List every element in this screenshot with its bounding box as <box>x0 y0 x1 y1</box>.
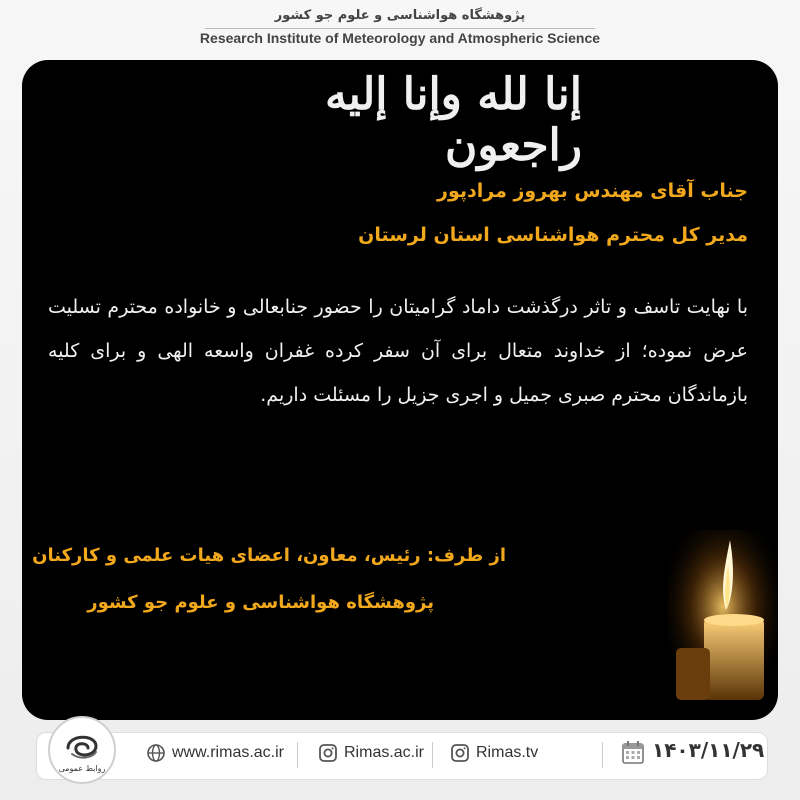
footer-divider <box>297 742 298 768</box>
instagram-text: Rimas.ac.ir <box>344 744 425 761</box>
public-relations-logo <box>48 716 116 784</box>
calligraphy-text: إنا لله وإنا إليه راجعون <box>324 69 582 171</box>
globe-icon <box>146 743 166 763</box>
sender-organization: پژوهشگاه هواشناسی و علوم جو کشور <box>87 592 434 613</box>
condolence-message: با نهایت تاسف و تاثر درگذشت داماد گرامیتان را حضور جنابعالی و خانواده محترم تسلیت عرض نموده؛ از خداوند متعال برای آن سفر کرده غفران واسعه الهی و برای کلیه بازماندگان محترم صبری جمیل و اجری جزیل را مسئلت داریم. <box>48 296 748 406</box>
recipient-title: مدیر کل محترم هواشناسی استان لرستان <box>358 224 748 246</box>
header-divider <box>205 28 595 29</box>
website-link[interactable] <box>146 741 284 765</box>
institute-title-en: Research Institute of Meteorology and Atmospheric Science <box>199 30 601 46</box>
logo-label: روابط عمومی <box>58 763 106 773</box>
candle-image <box>668 530 778 700</box>
sender-line: از طرف: رئیس، معاون، اعضای هیات علمی و کارکنان <box>32 545 506 566</box>
swirl-logo-icon <box>62 728 102 762</box>
post-date: ۱۴۰۳/۱۱/۲۹ <box>652 738 765 762</box>
instagram-icon <box>318 743 338 763</box>
social-text: Rimas.tv <box>476 744 539 761</box>
calligraphy-verse <box>252 70 582 170</box>
instagram-link[interactable] <box>318 741 424 765</box>
calendar-icon <box>622 740 644 764</box>
condolence-card <box>22 60 778 720</box>
instagram-icon <box>450 743 470 763</box>
website-text: www.rimas.ac.ir <box>172 744 285 761</box>
footer-divider <box>432 742 433 768</box>
institute-title-fa: پژوهشگاه هواشناسی و علوم جو کشور <box>274 8 526 23</box>
footer-divider <box>602 742 603 768</box>
social-link[interactable] <box>450 741 538 765</box>
recipient-name: جناب آقای مهندس بهروز مرادپور <box>437 180 748 202</box>
